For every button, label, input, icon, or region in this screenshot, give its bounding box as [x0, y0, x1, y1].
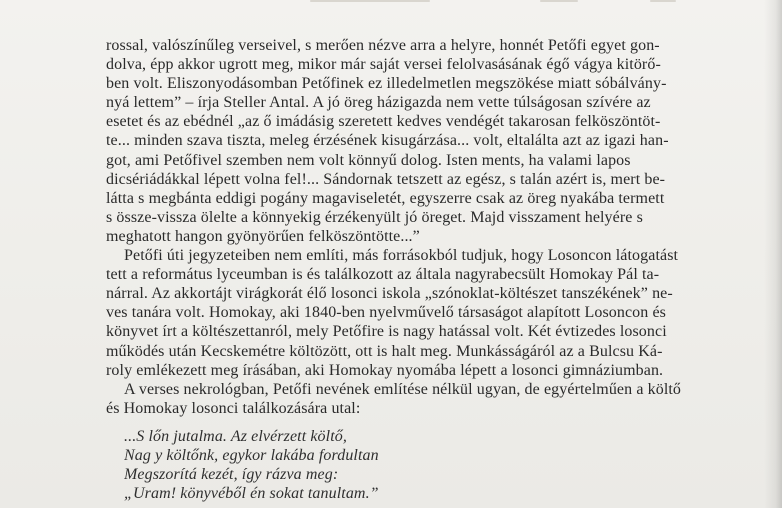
paragraph-line: ves tanára volt. Homokay, aki 1840-ben nyelvművelő társaságot alapított Losoncon és	[106, 304, 667, 322]
paragraph-1	[106, 36, 746, 246]
scan-mark	[650, 0, 676, 2]
paragraph-line: A verses nekrológban, Petőfi nevének említése nélkül ugyan, de egyértelműen a költő	[124, 380, 682, 398]
scan-mark	[540, 0, 578, 2]
paragraph-line: könyvet írt a költészettanról, mely Petőfire is nagy hatással volt. Két évtizedes losonci	[106, 323, 667, 341]
poem-line: Megszorítá kezét, így rázva meg:	[124, 466, 339, 484]
paragraph-line: te... minden szava tiszta, meleg érzésének kisugárzása... volt, eltalálta azt az igazi han-	[106, 132, 669, 150]
text-body	[106, 36, 746, 503]
page-right-shadow	[764, 0, 782, 508]
poem-line: „Uram! könyvéből én sokat tanultam.”	[124, 485, 379, 503]
scan-mark	[310, 0, 430, 2]
poem-line: Nag y költőnk, egykor lakába fordultan	[124, 446, 379, 464]
poem-block	[106, 427, 746, 503]
paragraph-line: nyá lettem” – írja Steller Antal. A jó öreg házigazda nem vette túlságosan szívére az	[106, 94, 651, 112]
paragraph-line: és Homokay losonci találkozására utal:	[106, 399, 361, 417]
paragraph-2	[106, 246, 746, 418]
paragraph-line: látta s megbánta eddigi pogány magaviseletét, egyszerre csak az öreg nyakába termett	[106, 189, 665, 207]
paragraph-line: got, ami Petőfivel szemben nem volt könnyű dolog. Isten ments, ha valami lapos	[106, 151, 631, 169]
paragraph-line: Petőfi úti jegyzeteiben nem említi, más forrásokból tudjuk, hogy Losoncon látogatást	[124, 247, 679, 265]
paragraph-line: esetet és az ebédnél „az ő imádásig szeretett kedves vendégét takarosan felköszöntöt-	[106, 113, 661, 131]
paragraph-line: meghatott hangon gyönyörűen felköszöntötte...”	[106, 227, 420, 245]
paragraph-line: tett a református lyceumban is és találkozott az általa nagyrabecsült Homokay Pál ta-	[106, 266, 660, 284]
paragraph-line: nárral. Az akkortájt virágkorát élő losonci iskola „szónoklat-költészet tanszékének” ne-	[106, 285, 673, 303]
paragraph-line: dicsériádákkal lépett volna fel!... Sándornak tetszett az egész, s talán azért is, mert be-	[106, 170, 666, 188]
paragraph-line: roly emlékezett meg írásában, aki Homokay nyomába lépett a losonci gimnáziumban.	[106, 361, 664, 379]
paragraph-line: dolva, épp akkor ugrott meg, mikor már saját versei felolvasásának égő vágya kitörő-	[106, 56, 661, 74]
paragraph-line: rossal, valószínűleg verseivel, s merően nézve arra a helyre, honnét Petőfi egyet gon-	[106, 37, 660, 54]
scan-top-artifacts	[0, 0, 782, 18]
poem-line: ...S lőn jutalma. Az elvérzett költő,	[124, 427, 347, 445]
paragraph-line: ben volt. Eliszonyodásomban Petőfinek ez illedelmetlen megszökése miatt sóbálvány-	[106, 75, 667, 93]
paragraph-line: s össze-vissza ölelte a könnyekig érzékenyült jó öreget. Majd visszament helyére s	[106, 208, 643, 226]
paragraph-line: működés után Kecskemétre költözött, ott is halt meg. Munkásságáról az a Bulcsu Ká-	[106, 342, 663, 360]
